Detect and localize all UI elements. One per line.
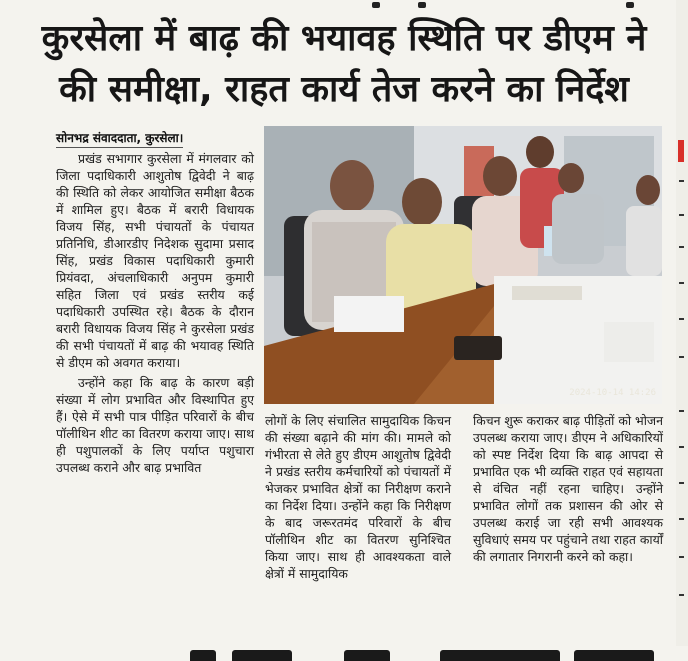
headline-line-1: कुरसेला में बाढ़ की भयावह स्थिति पर डीएम ने (41, 18, 647, 59)
article-paragraph: किचन शुरू कराकर बाढ़ पीड़ितों को भोजन उपलब्ध कराया जाए। डीएम ने अधिकारियों को स्पष्ट निर्देश दिया कि बाढ़ आपदा से प्रभावित एक भी व्यक्ति राहत एवं सहायता से वंचित नहीं रहना चाहिए। उन्होंने प्रभावित लोगों तक प्रशासन की ओर से उपलब्ध कराई जा रही सभी आवश्यक सुविधाएं समय पर पहुंचाने तथा राहत कार्यों की लगातार निगरानी करने को कहा। (473, 413, 663, 564)
top-clipped-text (0, 0, 688, 14)
article-paragraph: उन्होंने कहा कि बाढ़ के कारण बड़ी संख्या में लोग प्रभावित और विस्थापित हुए हैं। ऐसे में सभी पात्र पीड़ित परिवारों के बीच पॉलीथिन शीट का वितरण कराया जाए। साथ ही पशुपालकों के लिए पर्याप्त पशुचारा उपलब्ध कराने और बाढ़ प्रभावित (56, 375, 254, 475)
byline: सोनभद्र संवाददाता, कुरसेला। (56, 129, 183, 148)
headline (14, 14, 674, 116)
article-column-1 (56, 150, 254, 476)
article-paragraph: प्रखंड सभागार कुरसेला में मंगलवार को जिला पदाधिकारी आशुतोष द्विवेदी ने बाढ़ की स्थिति को लेकर आयोजित समीक्षा बैठक में शामिल हुए। बैठक में बरारी विधायक विजय सिंह, सभी पंचायतों के पंचायत प्रतिनिधि, डीआरडीए निदेशक सुदामा प्रसाद सिंह, प्रखंड विकास पदाधिकारी कुमारी प्रियंवदा, अंचलाधिकारी अनुपम कुमारी सहित जिला एवं प्रखंड स्तरीय कई पदाधिकारी उपस्थित रहे। बैठक के दौरान बरारी विधायक विजय सिंह ने कुरसेला प्रखंड की सभी पंचायतों में बाढ़ की भयावह स्थिति से डीएम को अवगत कराया। (56, 151, 254, 370)
article-paragraph: लोगों के लिए संचालित सामुदायिक किचन की संख्या बढ़ाने की मांग की। मामले को गंभीरता से लेते हुए डीएम आशुतोष द्विवेदी ने प्रखंड स्तरीय कर्मचारियों को पंचायतों में भेजकर प्रभावित क्षेत्रों का निरीक्षण कराने का निर्देश दिया। उन्होंने कहा कि निरीक्षण के बाद जरूरतमंद परिवारों के बीच पॉलीथिन शीट का वितरण सुनिश्चित किया जाए। साथ ही आवश्यकता वाले क्षेत्रों में सामुदायिक (265, 413, 451, 581)
photo-timestamp: 2024-10-14 14:26 (569, 388, 656, 398)
meeting-photo (264, 126, 662, 404)
article-column-2 (265, 412, 451, 582)
headline-line-2: की समीक्षा, राहत कार्य तेज करने का निर्देश (59, 69, 629, 110)
bottom-clipped-headline (0, 646, 688, 661)
article-column-3 (473, 412, 663, 565)
meeting-photo-illustration (264, 126, 662, 404)
adjacent-article-edge (676, 0, 688, 661)
